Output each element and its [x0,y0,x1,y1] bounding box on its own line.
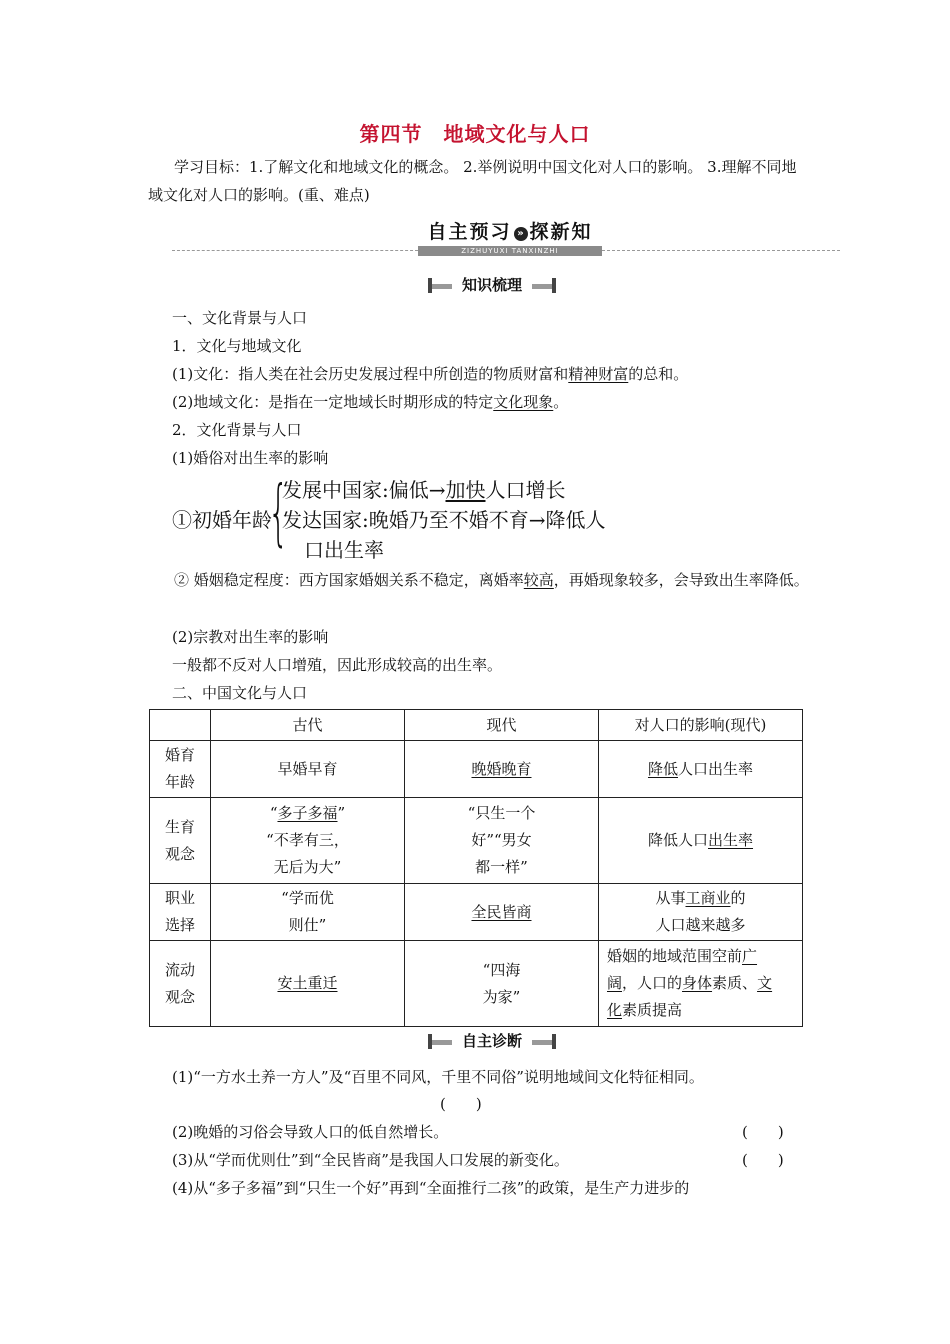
blank-answer: 出生率 [708,831,754,849]
table-cell: 早婚早育 [211,741,405,798]
tag-cap-left [428,278,432,293]
blank-answer: 化 [607,1001,623,1019]
tag-cap-right [552,278,556,293]
blank-answer: 工商业 [685,889,731,907]
heading-culture-regional: 1．文化与地域文化 [172,337,302,355]
table-row [150,941,803,1027]
table-header-cell: 现代 [405,710,599,741]
brace-developed-cont: 口出生率 [304,538,384,562]
blank-answer: 全民皆商 [471,902,532,921]
tag-diagnosis-label: 自主诊断 [452,1031,532,1051]
question-3: (3)从“学而优则仕”到“全民皆商”是我国人口发展的新变化。 [172,1151,569,1169]
table-header-row [150,710,803,741]
tag-cap-left [428,1034,432,1049]
answer-paren-2[interactable]: ( ) [742,1123,784,1141]
tag-cap-right [552,1034,556,1049]
tag-knowledge-label: 知识梳理 [452,275,532,295]
table-cell: 降低人口出生率 [599,741,803,798]
banner-part2: 探新知 [529,221,593,243]
blank-answer: 精神财富 [568,365,629,383]
table-cell: 降低人口出生率 [599,798,803,884]
table-row [150,741,803,798]
heading-marriage-effect: (1)婚俗对出生率的影响 [172,449,329,467]
definition-regional-culture: (2)地域文化：是指在一定地域长时期形成的特定文化现象。 [172,393,569,411]
blank-answer: 广 [742,947,758,965]
brace-developed: 发达国家:晚婚乃至不婚不育→降低人 [282,508,606,532]
blank-answer: 安土重迁 [277,974,338,992]
blank-answer: 文化现象 [493,393,554,411]
table-cell: “四海 为家” [405,941,599,1027]
table-header-cell [150,710,211,741]
table-cell: “学而优 则仕” [211,884,405,941]
section-banner [418,218,602,254]
section-title: 第四节 地域文化与人口 [359,122,591,146]
learning-objectives: 学习目标：1.了解文化和地域文化的概念。 2.举例说明中国文化对人口的影响。 3.理解不同地域文化对人口的影响。(重、难点) [148,158,797,204]
heading-chinese-culture: 二、中国文化与人口 [172,684,308,702]
heading-culture-background: 一、文化背景与人口 [172,309,308,327]
blank-answer: 加快 [445,478,486,502]
row-label: 生育观念 [150,798,211,884]
table-row [150,884,803,941]
question-4: (4)从“多子多福”到“只生一个好”再到“全面推行二孩”的政策，是生产力进步的 [172,1179,690,1197]
table-row [150,798,803,884]
marriage-stability: ② 婚姻稳定程度：西方国家婚姻关系不稳定，离婚率较高，再婚现象较多，会导致出生率降低。 [174,571,809,589]
culture-comparison-table [149,709,803,1027]
table-cell [405,741,599,798]
blank-answer: 较高 [523,571,554,589]
blank-answer: 晚婚晚育 [471,759,532,778]
table-cell: 从事工商业的 人口越来越多 [599,884,803,941]
banner-pinyin: ZIZHUYUXI TANXINZHI [418,246,602,256]
blank-answer: 文 [757,974,773,992]
table-cell [405,884,599,941]
table-header-cell: 古代 [211,710,405,741]
banner-divider-right [602,250,840,251]
row-label: 婚育年龄 [150,741,211,798]
blank-answer: 身体 [682,974,713,992]
question-1: (1)“一方水土养一方人”及“百里不同风，千里不同俗”说明地域间文化特征相同。 [172,1068,704,1086]
curly-brace-icon: { [268,470,289,554]
table-cell: “只生一个 好”“男女 都一样” [405,798,599,884]
heading-background-population: 2．文化背景与人口 [172,421,302,439]
arrow-icon: » [514,227,528,241]
answer-paren-1[interactable]: ( ) [440,1095,482,1113]
table-header-cell: 对人口的影响(现代) [599,710,803,741]
blank-answer: 降低 [647,759,678,778]
table-cell [211,941,405,1027]
banner-divider-left [172,250,418,251]
row-label: 流动观念 [150,941,211,1027]
blank-answer: 多子多福 [277,804,338,822]
tag-knowledge [428,275,556,295]
brace-developing: 发展中国家:偏低→加快人口增长 [282,478,566,502]
row-label: 职业选择 [150,884,211,941]
answer-paren-3[interactable]: ( ) [742,1151,784,1169]
banner-part1: 自主预习 [427,221,512,243]
banner-title [418,218,602,246]
table-cell: “多子多福” “不孝有三， 无后为大” [211,798,405,884]
heading-religion: (2)宗教对出生率的影响 [172,628,329,646]
religion-text: 一般都不反对人口增殖，因此形成较高的出生率。 [172,656,503,674]
marriage-age-brace [172,470,652,562]
table-cell: 婚姻的地域范围空前广 阔，人口的身体素质、文 化素质提高 [599,941,803,1027]
tag-diagnosis [428,1031,556,1051]
blank-answer: 阔 [607,974,623,992]
brace-label: ①初婚年龄 [172,508,272,532]
definition-culture: (1)文化：指人类在社会历史发展过程中所创造的物质财富和精神财富的总和。 [172,365,689,383]
question-2: (2)晚婚的习俗会导致人口的低自然增长。 [172,1123,449,1141]
